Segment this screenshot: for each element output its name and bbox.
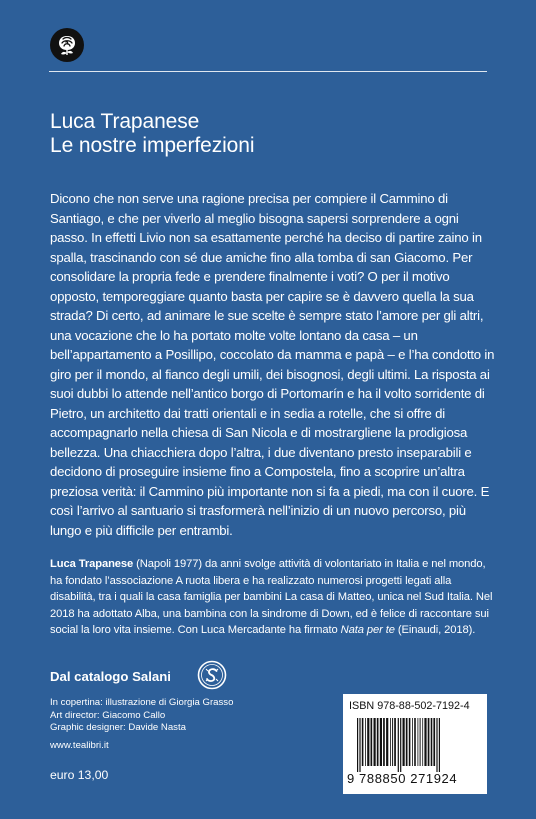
barcode-bar	[386, 718, 388, 766]
header-divider	[49, 71, 487, 72]
barcode-bar	[436, 718, 437, 772]
isbn-label: ISBN 978-88-502-7192-4	[349, 700, 470, 712]
catalog-label: Dal catalogo Salani	[50, 669, 171, 684]
book-title: Le nostre imperfezioni	[50, 134, 255, 157]
barcode-bars	[349, 718, 481, 772]
barcode-bar	[424, 718, 426, 766]
barcode-bar	[371, 718, 373, 766]
barcode-box	[343, 694, 487, 794]
barcode-bar	[365, 718, 366, 766]
barcode-bar	[422, 718, 423, 766]
price: euro 13,00	[50, 768, 109, 782]
barcode-bar	[394, 718, 396, 766]
barcode-bar	[431, 718, 433, 766]
barcode-bar	[398, 718, 399, 772]
publisher-rose-icon	[50, 28, 84, 62]
barcode-bar	[357, 718, 358, 772]
barcode-bar	[406, 718, 408, 766]
credits-block	[50, 697, 233, 735]
barcode-bar	[367, 718, 369, 766]
book-author: Luca Trapanese	[50, 110, 200, 133]
credit-graphic-designer: Graphic designer: Davide Nasta	[50, 722, 186, 734]
barcode-bar	[439, 718, 440, 772]
bio-text-end: (Einaudi, 2018).	[394, 624, 476, 636]
barcode-bar	[377, 718, 379, 766]
barcode-bar	[400, 718, 401, 772]
blurb-text: Dicono che non serve una ragione precisa per compiere il Cammino di Santiago, e che per viverlo al meglio bisogna sapersi sorprendere a ogni passo. In effetti Livio non sa esattamente perché ha deciso di partire zaino in spalla, trascinando con sé due amiche fino alla tomba di san Giacomo. Per consolidare la propria fede e prendere finalmente i voti? O per il motivo opposto, temporeggiare quanto basta per capire se è davvero quella la sua strada? Di certo, ad animare le sue scelte è sempre stato l’amore per gli altri, una vocazione che lo ha portato molte volte lontano da casa – un bell’appartamento a Posillipo, coccolato da mamma e papà – e l’ha condotto in giro per il mondo, al fianco degli umili, dei bisognosi, degli ultimi. La risposta ai suoi dubbi lo attende nell’antico borgo di Portomarín e ha il volto sorridente di Pietro, un architetto dai tratti orientali e in sedia a rotelle, che si offre di accompagnarlo nella chiesa di San Nicola e di mostrargliene la prodigiosa bellezza. Una chiacchiera dopo l’altra, i due diventano presto inseparabili e decidono di proseguire insieme fino a Compostela, fino a scoprire un’altra preziosa verità: il Cammino più importante non si fa a piedi, ma con il cuore. E così l’arrivo al santuario si trasformerà nell’inizio di un nuovo percorso, più lungo e più difficile per entrambi.	[50, 191, 495, 538]
bio-book-title: Nata per te	[340, 624, 395, 636]
barcode-bar	[412, 718, 413, 766]
barcode-bar	[420, 718, 421, 766]
barcode-bar	[362, 718, 364, 766]
salani-emblem-icon	[197, 660, 227, 690]
barcode-bar	[428, 718, 430, 766]
barcode-bar	[414, 718, 416, 766]
author-bio	[50, 556, 495, 639]
barcode-bar	[433, 718, 435, 766]
barcode-bar	[409, 718, 411, 766]
barcode-bar	[392, 718, 393, 766]
publisher-website: www.tealibri.it	[50, 740, 109, 751]
barcode-bar	[403, 718, 405, 766]
credit-art-director: Art director: Giacomo Callo	[50, 709, 166, 721]
bio-text-main: (Napoli 1977) da anni svolge attività di volontariato in Italia e nel mondo, ha fondato l’associazione A ruota libera e ha realizzato numerosi progetti legati alla disabilità, tra i quali la casa famiglia per bambini La casa di Matteo, unica nel Sud Italia. Nel 2018 ha adottato Alba, una bambina con la sindrome di Down, ed è felice di raccontare sui social la loro vita insieme. Con Luca Mercadante ha firmato	[50, 558, 493, 636]
barcode-bar	[383, 718, 385, 766]
barcode-bar	[359, 718, 360, 772]
barcode-bar	[390, 718, 391, 766]
barcode-bar	[374, 718, 376, 766]
bio-author-name: Luca Trapanese	[50, 558, 134, 570]
credit-cover: In copertina: illustrazione di Giorgia Grasso	[50, 697, 234, 708]
barcode-bar	[380, 718, 382, 766]
barcode-digits: 9 788850 271924	[347, 771, 458, 786]
barcode-bar	[418, 718, 419, 766]
